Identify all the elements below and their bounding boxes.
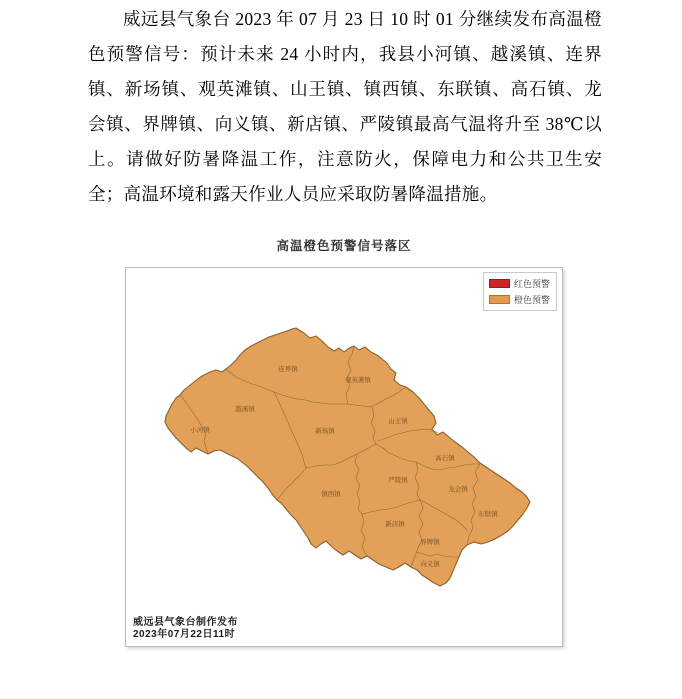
legend-label: 橙色预警 bbox=[513, 295, 550, 305]
warning-announcement-text: 威远县气象台 2023 年 07 月 23 日 10 时 01 分继续发布高温橙色预警信号：预计未来 24 小时内，我县小河镇、越溪镇、连界镇、新场镇、观英滩镇、山王镇、镇西镇、东联镇、高石镇、龙会镇、界牌镇、向义镇、新店镇、严陵镇最高气温将升至 38℃以上。请做好防暑降温工作，注意防火，保障电力和公共卫生安全；高温环境和露天作业人员应采取防暑降温措施。 bbox=[88, 9, 602, 204]
legend-color-swatch bbox=[489, 295, 510, 304]
town-label-山王镇: 山王镇 bbox=[388, 418, 408, 425]
town-label-小河镇: 小河镇 bbox=[190, 427, 210, 434]
town-label-新场镇: 新场镇 bbox=[315, 428, 335, 435]
town-label-东联镇: 东联镇 bbox=[478, 511, 498, 518]
map-attribution bbox=[133, 617, 238, 640]
town-label-越溪镇: 越溪镇 bbox=[235, 406, 255, 413]
town-label-界牌镇: 界牌镇 bbox=[420, 539, 440, 546]
town-label-向义镇: 向义镇 bbox=[420, 561, 440, 568]
legend-item bbox=[489, 277, 550, 290]
legend-item bbox=[489, 293, 550, 306]
town-label-观英滩镇: 观英滩镇 bbox=[345, 377, 371, 384]
town-label-龙会镇: 龙会镇 bbox=[448, 486, 468, 493]
town-label-连界镇: 连界镇 bbox=[278, 366, 298, 373]
map-box bbox=[125, 267, 563, 647]
legend-label: 红色预警 bbox=[513, 279, 550, 289]
town-label-严陵镇: 严陵镇 bbox=[388, 477, 408, 484]
county-map-svg bbox=[126, 268, 562, 646]
map-legend bbox=[483, 272, 557, 311]
town-label-镇西镇: 镇西镇 bbox=[321, 491, 341, 498]
attribution-issuer: 威远县气象台制作发布 bbox=[133, 617, 238, 628]
county-outline-shape bbox=[165, 328, 530, 586]
legend-color-swatch bbox=[489, 279, 510, 288]
map-title: 高温橙色预警信号落区 bbox=[276, 239, 412, 253]
town-label-高石镇: 高石镇 bbox=[435, 455, 455, 462]
town-label-新店镇: 新店镇 bbox=[385, 521, 405, 528]
attribution-datetime: 2023年07月22日11时 bbox=[133, 628, 236, 640]
warning-map-figure bbox=[125, 239, 563, 647]
